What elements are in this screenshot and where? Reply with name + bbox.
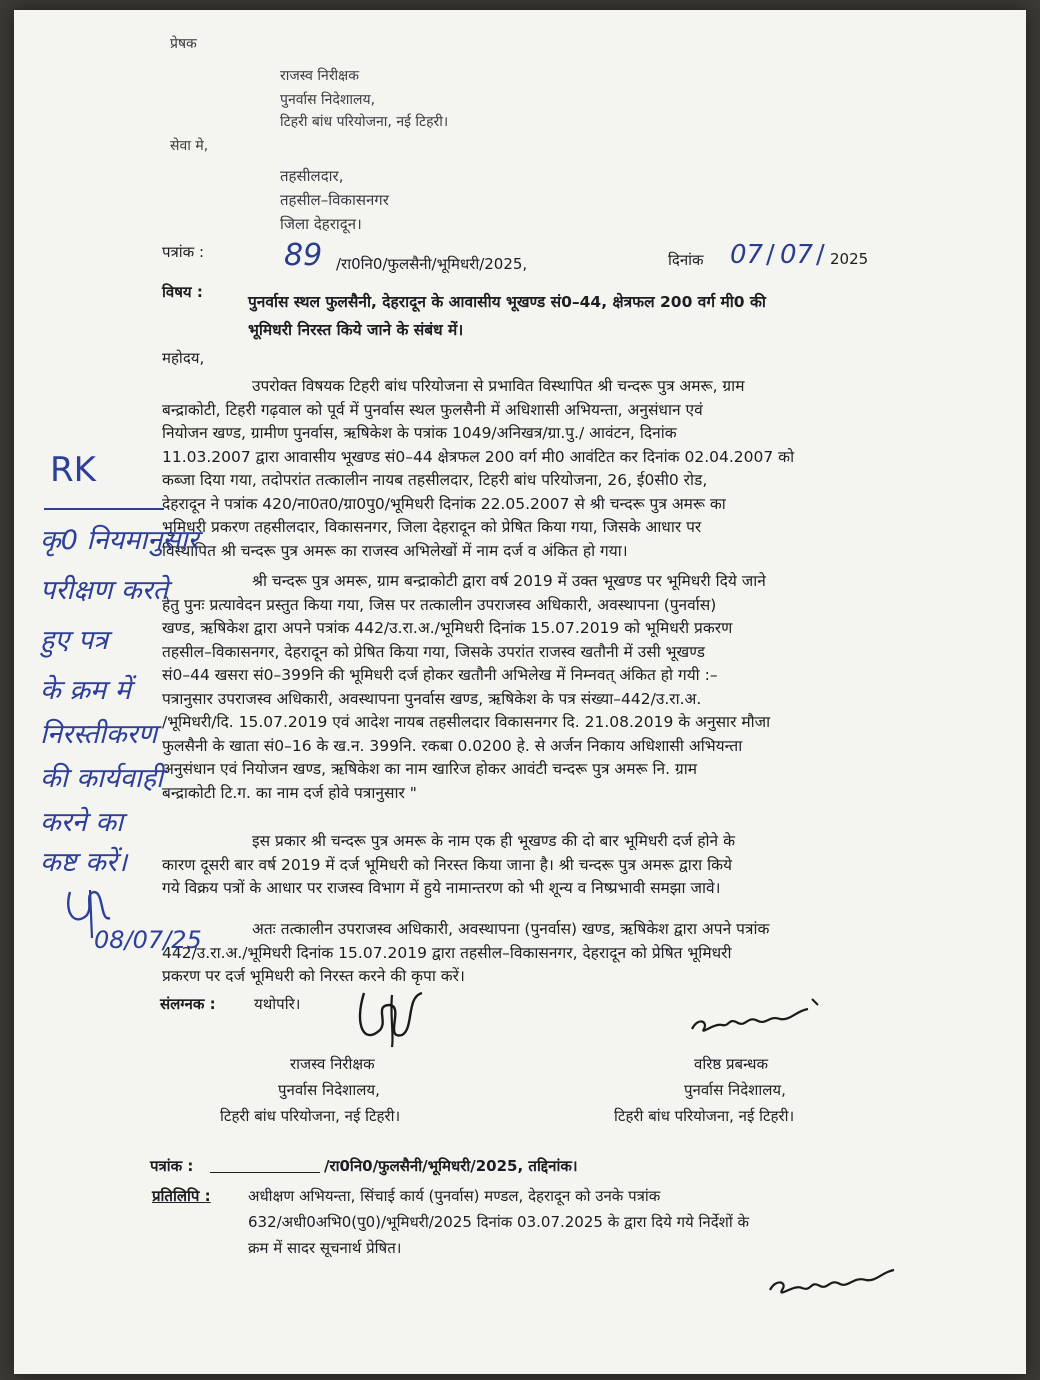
signatory-left-line1: राजस्व निरीक्षक (290, 1055, 375, 1073)
copy-to-label: प्रतिलिपि : (152, 1187, 211, 1205)
signature-left (344, 985, 444, 1055)
subject-line2: भूमिधरी निरस्त किये जाने के संबंध में। (248, 321, 464, 339)
handwritten-note-line: कृ0 नियमानुसार (40, 525, 199, 556)
handwritten-note-line: के क्रम में (40, 675, 131, 706)
ref-label: पत्रांक : (162, 243, 205, 261)
signatory-left-line2: पुनर्वास निदेशालय, (278, 1081, 380, 1099)
body-line: गये विक्रय पत्रों के आधार पर राजस्व विभाग में हुये नामान्तरण को भी शून्य व निष्प्रभावी समझा जावे। (162, 879, 721, 897)
recipient-line2: तहसील–विकासनगर (280, 191, 389, 209)
copy-ref-blank (210, 1172, 320, 1173)
handwritten-initials: RK (50, 450, 96, 490)
salutation: महोदय, (162, 349, 205, 367)
signature-bottom (764, 1260, 914, 1310)
handwritten-note-line: परीक्षण करते (40, 575, 169, 606)
body-line: पत्रानुसार उपराजस्व अधिकारी, अवस्थापना पुनर्वास खण्ड, ऋषिकेश के पत्र संख्या–442/उ.रा.अ. (162, 689, 702, 708)
copy-to-line3: क्रम में सादर सूचनार्थ प्रेषित। (248, 1239, 402, 1257)
handwritten-note-line: हुए पत्र (40, 625, 109, 656)
handwritten-note-line: की कार्यवाही (40, 763, 164, 794)
enclosure-label: संलग्नक : (160, 995, 216, 1013)
body-line: /भूमिधरी/दि. 15.07.2019 एवं आदेश नायब तहसीलदार विकासनगर दि. 21.08.2019 के अनुसार मौजा (162, 713, 771, 731)
date-slash-2: / (816, 240, 825, 270)
letter-page (14, 10, 1026, 1374)
body-line: 11.03.2007 द्वारा आवासीय भूखण्ड सं0–44 क्षेत्रफल 200 वर्ग मी0 आवंटित कर दिनांक 02.04.2007 को (162, 447, 795, 466)
handwritten-date: 08/07/25 (94, 926, 202, 954)
body-paragraph-4 (162, 918, 952, 989)
body-line: श्री चन्दरू पुत्र अमरू, ग्राम बन्द्राकोटी द्वारा वर्ष 2019 में उक्त भूखण्ड पर भूमिधरी दिये जाने (252, 572, 766, 590)
body-line: प्रकरण पर दर्ज भूमिधरी को निरस्त करने की कृपा करें। (162, 967, 465, 985)
subject-label: विषय : (162, 283, 203, 301)
ref-date-year: 2025 (830, 250, 869, 268)
body-line: फुलसैनी के खाता सं0–16 के ख.न. 399नि. रकबा 0.0200 हे. से अर्जन निकाय अधिशासी अभियन्ता (162, 736, 743, 755)
signatory-left-line3: टिहरी बांध परियोजना, नई टिहरी। (220, 1107, 401, 1125)
sender-line2: पुनर्वास निदेशालय, (280, 92, 376, 108)
body-line: इस प्रकार श्री चन्दरू पुत्र अमरू के नाम एक ही भूखण्ड की दो बार भूमिधरी दर्ज होने के (252, 832, 735, 850)
recipient-label: सेवा मे, (170, 138, 209, 154)
handwritten-note-line: कष्ट करें। (40, 847, 128, 878)
date-slash-1: / (766, 240, 775, 270)
signature-right (684, 995, 834, 1045)
body-line: कब्जा दिया गया, तदोपरांत तत्कालीन नायब तहसीलदार, टिहरी बांध परियोजना, 26, ई0सी0 रोड, (162, 471, 708, 489)
body-paragraph-3 (162, 830, 952, 901)
sender-line3: टिहरी बांध परियोजना, नई टिहरी। (280, 114, 449, 130)
body-line: अतः तत्कालीन उपराजस्व अधिकारी, अवस्थापना (पुनर्वास) खण्ड, ऋषिकेश द्वारा अपने पत्रांक (252, 920, 770, 938)
ref-number: 89 (284, 238, 323, 273)
signatory-right-line2: पुनर्वास निदेशालय, (684, 1081, 786, 1099)
copy-ref-text: /रा0नि0/फुलसैनी/भूमिधरी/2025, तद्दिनांक। (324, 1157, 578, 1175)
body-line: भूमिधरी प्रकरण तहसीलदार, विकासनगर, जिला देहरादून को प्रेषित किया गया, जिसके आधार पर (162, 518, 702, 536)
body-line: बन्द्राकोटी, टिहरी गढ़वाल को पूर्व में पुनर्वास स्थल फुलसैनी में अधिशासी अभियन्ता, अनुसंधान एवं (162, 400, 703, 419)
body-line: नियोजन खण्ड, ग्रामीण पुनर्वास, ऋषिकेश के पत्रांक 1049/अनिखत्र/ग्रा.पु./ आवंटन, दिनांक (162, 424, 677, 442)
ref-date-month: 07 (780, 240, 814, 270)
initials-underline (44, 508, 164, 510)
ref-date-label: दिनांक (668, 251, 704, 269)
body-line: 442/उ.रा.अ./भूमिधरी दिनांक 15.07.2019 द्वारा तहसील–विकासनगर, देहरादून को प्रेषित भूमिधरी (162, 943, 732, 962)
sender-label: प्रेषक (170, 36, 197, 52)
handwritten-note-line: निरस्तीकरण (40, 719, 158, 750)
body-line: बन्द्राकोटी टि.ग. का नाम दर्ज होवे पत्रानुसार " (162, 783, 417, 802)
copy-to-line1: अधीक्षण अभियन्ता, सिंचाई कार्य (पुनर्वास) मण्डल, देहरादून को उनके पत्रांक (248, 1187, 661, 1205)
sender-line1: राजस्व निरीक्षक (280, 68, 359, 84)
recipient-line1: तहसीलदार, (280, 167, 344, 185)
signatory-right-line1: वरिष्ठ प्रबन्धक (694, 1055, 768, 1073)
ref-text: /रा0नि0/फुलसैनी/भूमिधरी/2025, (336, 255, 528, 273)
body-line: उपरोक्त विषयक टिहरी बांध परियोजना से प्रभावित विस्थापित श्री चन्दरू पुत्र अमरू, ग्राम (252, 377, 745, 395)
body-paragraph-2 (162, 570, 952, 805)
body-paragraph-1 (162, 375, 952, 563)
body-line: अनुसंधान एवं नियोजन खण्ड, ऋषिकेश का नाम खारिज होकर आवंटी चन्दरू पुत्र अमरू नि. ग्राम (162, 760, 697, 778)
body-line: सं0–44 खसरा सं0–399नि की भूमिधरी दर्ज होकर खतौनी अभिलेख में निम्नवत् अंकित हो गयी :– (162, 666, 718, 684)
body-line: देहरादून ने पत्रांक 420/ना0त0/ग्रा0पु0/भूमिधरी दिनांक 22.05.2007 से श्री चन्दरू पुत्र अमरू का (162, 494, 726, 513)
body-line: हेतु पुनः प्रत्यावेदन प्रस्तुत किया गया, जिस पर तत्कालीन उपराजस्व अधिकारी, अवस्थापना (पुनर्वास) (162, 595, 717, 614)
recipient-line3: जिला देहरादून। (280, 215, 362, 233)
handwritten-note-line: करने का (40, 807, 124, 838)
body-line: विस्थापित श्री चन्दरू पुत्र अमरू का राजस्व अभिलेखों में नाम दर्ज व अंकित हो गया। (162, 541, 628, 560)
body-line: तहसील–विकासनगर, देहरादून को प्रेषित किया गया, जिसके उपरांत राजस्व खतौनी में उसी भूखण्ड (162, 642, 705, 661)
subject-line1: पुनर्वास स्थल फुलसैनी, देहरादून के आवासीय भूखण्ड सं0–44, क्षेत्रफल 200 वर्ग मी0 की (248, 293, 766, 311)
enclosure-value: यथोपरि। (254, 995, 301, 1013)
ref-date-day: 07 (730, 240, 764, 270)
body-line: खण्ड, ऋषिकेश द्वारा अपने पत्रांक 442/उ.रा.अ./भूमिधरी दिनांक 15.07.2019 को भूमिधरी प्रकरण (162, 619, 733, 637)
copy-ref-label: पत्रांक : (150, 1157, 194, 1175)
copy-to-line2: 632/अधी0अभि0(पु0)/भूमिधरी/2025 दिनांक 03.07.2025 के द्वारा दिये गये निर्देशों के (248, 1213, 750, 1231)
signatory-right-line3: टिहरी बांध परियोजना, नई टिहरी। (614, 1107, 795, 1125)
body-line: कारण दूसरी बार वर्ष 2019 में दर्ज भूमिधरी को निरस्त किया जाना है। श्री चन्दरू पुत्र अमरू द्वारा किये (162, 855, 733, 874)
